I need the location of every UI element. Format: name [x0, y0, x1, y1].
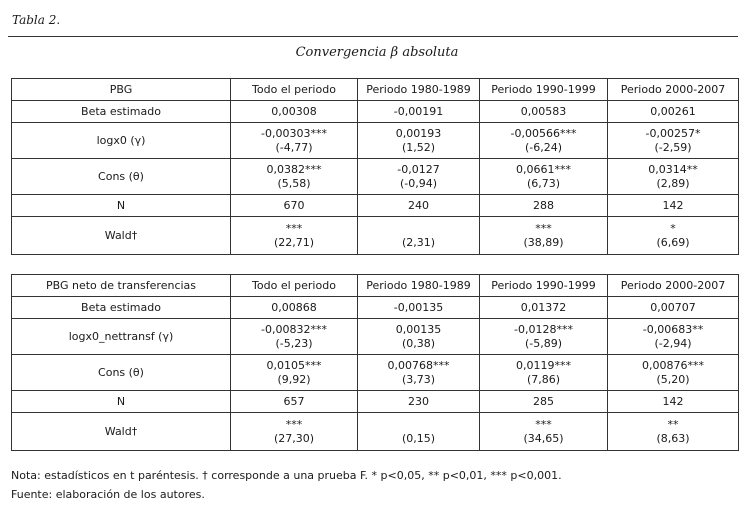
footnote: Nota: estadísticos en t paréntesis. † corresponde a una prueba F. * p<0,05, ** p<0,01, *** p<0,001. — [11, 469, 562, 482]
table-cell — [480, 123, 608, 159]
table-cell — [608, 355, 739, 391]
table-caption: Convergencia β absoluta — [295, 45, 459, 60]
cell-value — [360, 222, 477, 236]
cell-tstat: (-0,94) — [399, 176, 438, 190]
cell-value: *** — [535, 221, 552, 235]
cell-tstat: (-2,59) — [654, 140, 692, 154]
cell-tstat: (0,15) — [401, 431, 436, 445]
table-row — [12, 355, 739, 391]
cell-value: *** — [285, 221, 303, 235]
column-header: Periodo 2000-2007 — [608, 275, 739, 297]
cell-tstat: (-4,77) — [275, 140, 313, 154]
table-cell — [358, 195, 480, 217]
cell-value: 0,00876*** — [642, 358, 704, 372]
row-label: Wald† — [12, 217, 231, 255]
table-cell — [231, 297, 358, 319]
cell-tstat: (22,71) — [273, 235, 315, 249]
cell-value: 0,00308 — [271, 104, 317, 118]
table-cell — [608, 319, 739, 355]
cell-value: 0,00261 — [650, 104, 696, 118]
cell-tstat: (8,63) — [656, 431, 690, 445]
table-row — [12, 217, 739, 255]
cell-value: -0,00566*** — [510, 126, 577, 140]
cell-value: 142 — [662, 198, 684, 212]
table-cell — [231, 123, 358, 159]
table-row — [12, 159, 739, 195]
row-label: Cons (θ) — [12, 355, 231, 391]
table-row — [12, 123, 739, 159]
table-cell — [480, 355, 608, 391]
cell-value: -0,00257* — [645, 126, 701, 140]
cell-tstat: (6,69) — [656, 235, 690, 249]
cell-tstat: (34,65) — [523, 431, 564, 445]
cell-tstat: (0,38) — [401, 336, 436, 350]
column-header: Periodo 1990-1999 — [480, 79, 608, 101]
column-header: Todo el periodo — [231, 275, 358, 297]
table-cell — [608, 123, 739, 159]
table-label: Tabla 2. — [12, 13, 61, 27]
table-cell — [358, 217, 480, 255]
table-cell — [358, 413, 480, 451]
table-cell — [480, 195, 608, 217]
row-label: Cons (θ) — [12, 159, 231, 195]
table-pbg — [11, 78, 739, 255]
cell-value: ** — [667, 417, 679, 431]
cell-value: 0,0314** — [648, 162, 698, 176]
cell-value: 288 — [533, 198, 554, 212]
cell-value: -0,0128*** — [514, 322, 573, 336]
cell-value: * — [670, 221, 676, 235]
table-cell — [231, 355, 358, 391]
cell-value: 0,0661*** — [516, 162, 571, 176]
column-header: Todo el periodo — [231, 79, 358, 101]
cell-tstat: (38,89) — [523, 235, 564, 249]
table-cell — [231, 195, 358, 217]
cell-tstat: (-5,23) — [275, 336, 313, 350]
cell-tstat: (2,89) — [656, 176, 690, 190]
table-cell — [480, 297, 608, 319]
cell-value: 0,0119*** — [516, 358, 571, 372]
cell-value: 0,00583 — [520, 104, 567, 118]
table-cell — [231, 101, 358, 123]
table-cell — [358, 391, 480, 413]
table-cell — [480, 159, 608, 195]
table-cell — [608, 217, 739, 255]
cell-tstat: (1,52) — [401, 140, 436, 154]
cell-tstat: (9,92) — [277, 372, 311, 386]
table-cell — [358, 355, 480, 391]
cell-tstat: (3,73) — [401, 372, 436, 386]
table-header-stub: PBG neto de transferencias — [12, 275, 231, 297]
cell-value: 670 — [283, 198, 305, 212]
column-header: Periodo 2000-2007 — [608, 79, 739, 101]
cell-value: 657 — [283, 394, 305, 408]
cell-value: -0,00303*** — [261, 126, 327, 140]
table-cell — [231, 413, 358, 451]
row-label: Beta estimado — [12, 297, 231, 319]
cell-value: 142 — [662, 394, 684, 408]
cell-value: 0,00768*** — [387, 358, 450, 372]
table-row — [12, 319, 739, 355]
table-cell — [480, 413, 608, 451]
table-row — [12, 297, 739, 319]
row-label: logx0 (γ) — [12, 123, 231, 159]
table-cell — [608, 159, 739, 195]
table-cell — [480, 319, 608, 355]
table-cell — [358, 101, 480, 123]
table-cell — [231, 217, 358, 255]
table-cell — [608, 413, 739, 451]
table-row — [12, 195, 739, 217]
table-cell — [358, 319, 480, 355]
cell-value: 230 — [408, 394, 429, 408]
cell-tstat: (6,73) — [526, 176, 561, 190]
cell-value: -0,00191 — [393, 104, 444, 118]
cell-value: -0,00683** — [642, 322, 704, 336]
row-label: N — [12, 391, 231, 413]
cell-value: 0,00707 — [650, 300, 696, 314]
table-cell — [480, 217, 608, 255]
cell-tstat: (-2,94) — [654, 336, 692, 350]
source-note: Fuente: elaboración de los autores. — [11, 488, 205, 501]
cell-tstat: (-6,24) — [524, 140, 563, 154]
cell-value — [360, 418, 477, 432]
cell-value: -0,00832*** — [261, 322, 327, 336]
cell-tstat: (2,31) — [401, 235, 436, 249]
table-cell — [480, 101, 608, 123]
row-label: Beta estimado — [12, 101, 231, 123]
table-cell — [608, 101, 739, 123]
table-cell — [358, 123, 480, 159]
table-cell — [358, 159, 480, 195]
cell-tstat: (27,30) — [273, 431, 315, 445]
cell-value: 0,00135 — [395, 322, 442, 336]
cell-tstat: (5,20) — [656, 372, 690, 386]
table-row — [12, 101, 739, 123]
cell-value: *** — [535, 417, 552, 431]
table-row — [12, 413, 739, 451]
cell-tstat: (7,86) — [526, 372, 561, 386]
table-cell — [608, 391, 739, 413]
cell-value: 0,0105*** — [266, 358, 322, 372]
table-cell — [231, 159, 358, 195]
cell-tstat: (5,58) — [277, 176, 311, 190]
table-cell — [608, 195, 739, 217]
table-pbg-neto — [11, 274, 739, 451]
cell-value: 0,01372 — [520, 300, 567, 314]
table-cell — [358, 297, 480, 319]
table-cell — [480, 391, 608, 413]
table-cell — [231, 319, 358, 355]
cell-value: 0,0382*** — [266, 162, 322, 176]
cell-value: -0,0127 — [397, 162, 440, 176]
cell-value: 0,00193 — [395, 126, 442, 140]
row-label: logx0_nettransf (γ) — [12, 319, 231, 355]
cell-value: 240 — [408, 198, 429, 212]
top-rule — [8, 36, 738, 37]
column-header: Periodo 1980-1989 — [358, 275, 480, 297]
row-label: Wald† — [12, 413, 231, 451]
cell-value: 0,00868 — [271, 300, 317, 314]
cell-tstat: (-5,89) — [524, 336, 563, 350]
table-cell — [231, 391, 358, 413]
table-cell — [608, 297, 739, 319]
cell-value: 285 — [533, 394, 554, 408]
table-header-stub: PBG — [12, 79, 231, 101]
column-header: Periodo 1990-1999 — [480, 275, 608, 297]
cell-value: *** — [285, 417, 303, 431]
cell-value: -0,00135 — [393, 300, 444, 314]
column-header: Periodo 1980-1989 — [358, 79, 480, 101]
row-label: N — [12, 195, 231, 217]
table-row — [12, 391, 739, 413]
